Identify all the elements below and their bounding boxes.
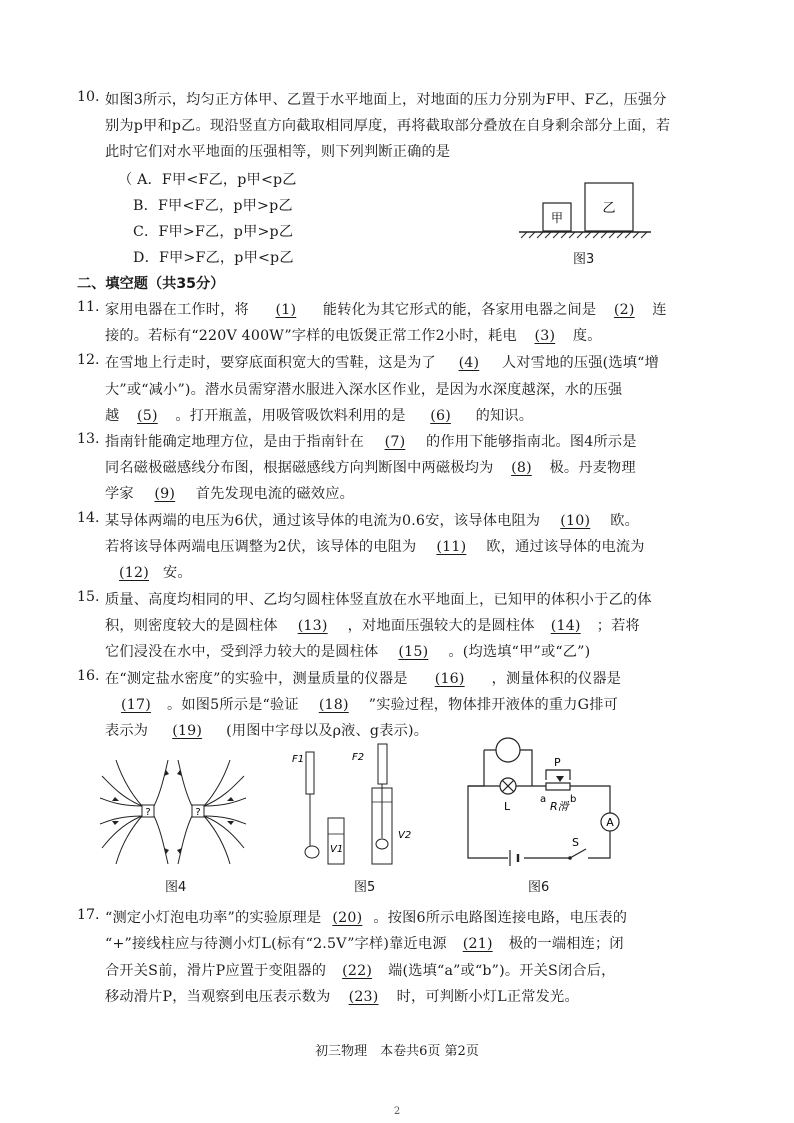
option-d: D．F甲>F乙，p甲<p乙: [133, 250, 294, 266]
label-a: a: [540, 794, 547, 805]
blank-15[interactable]: (15): [398, 644, 429, 660]
switch-icon: [570, 849, 586, 858]
circuit-wires: [468, 750, 610, 858]
question-13-line-3: 学家 (9) 首先发现电流的磁效应。: [105, 486, 355, 502]
question-17-line-4: 移动滑片P，当观察到电压表示数为 (23) 时，可判断小灯L正常发光。: [105, 989, 579, 1005]
question-number: 10.: [77, 89, 100, 105]
blank-22[interactable]: (22): [342, 963, 373, 979]
question-number: 12.: [77, 352, 100, 368]
section-title: 二、填空题（共35分）: [77, 276, 225, 292]
cylinder-1: [328, 818, 344, 864]
field-lines: [100, 760, 246, 864]
question-16-line-3: 表示为 (19) (用图中字母以及ρ液、g表示)。: [105, 723, 429, 739]
question-16-line-1: 在“测定盐水密度”的实验中，测量质量的仪器是 (16) ，测量体积的仪器是: [105, 671, 622, 687]
blank-7[interactable]: (7): [384, 434, 406, 450]
blank-19[interactable]: (19): [172, 723, 203, 739]
blank-18[interactable]: (18): [318, 697, 349, 713]
figure-5-caption: 图5: [354, 880, 376, 895]
figure-4-magnetic-field: [98, 758, 248, 868]
rheostat-icon: [546, 783, 570, 790]
magnet-right-mark: ?: [195, 807, 201, 818]
blank-20[interactable]: (20): [332, 910, 363, 926]
label-A: A: [606, 816, 614, 829]
voltmeter-icon: [496, 738, 520, 762]
question-12-line-3: 越 (5) 。打开瓶盖，用吸管吸饮料利用的是 (6) 的知识。: [105, 408, 534, 424]
object-1: [305, 846, 319, 858]
cube-yi-label: 乙: [602, 201, 616, 216]
cube-jia-label: 甲: [550, 211, 564, 225]
label-b: b: [570, 794, 577, 805]
question-16-line-2: (17) 。如图5所示是“验证 (18) ”实验过程，物体排开液体的重力G排可: [105, 694, 618, 714]
blank-4[interactable]: (4): [458, 355, 480, 371]
question-number: 17.: [77, 907, 100, 923]
question-15-line-3: 它们浸没在水中，受到浮力较大的是圆柱体 (15) 。(均选填“甲”或“乙”): [105, 644, 591, 660]
page-footer: 初三物理 本卷共6页 第2页: [315, 1044, 479, 1059]
figure-6-caption: 图6: [528, 880, 550, 895]
magnet-left-mark: ?: [145, 807, 151, 818]
question-17-line-3: 合开关S前，滑片P应置于变阻器的 (22) 端(选填“a”或“b”)。开关S闭合后，: [105, 963, 616, 979]
object-2: [376, 839, 388, 849]
label-S: S: [572, 836, 579, 849]
question-17-line-2: “+”接线柱应与待测小灯L(标有“2.5V”字样)靠近电源 (21) 极的一端相连；闭: [105, 936, 624, 952]
label-L: L: [504, 800, 511, 813]
figure-5-buoyancy: [290, 742, 440, 870]
blank-23[interactable]: (23): [348, 989, 379, 1005]
spring-scale-2: [378, 744, 387, 784]
question-14-line-3: (12) 安。: [105, 562, 192, 582]
blank-6[interactable]: (6): [430, 408, 451, 424]
option-c: C．F甲>F乙，p甲>p乙: [133, 224, 294, 240]
question-10-line-3: 此时它们对水平地面的压强相等，则下列判断正确的是: [105, 144, 451, 160]
question-13-line-1: 指南针能确定地理方位，是由于指南针在 (7) 的作用下能够指南北。图4所示是: [105, 434, 637, 450]
label-f1: F1: [292, 754, 305, 765]
label-R: R滑: [550, 800, 569, 813]
blank-14[interactable]: (14): [550, 618, 581, 634]
field-arrows: [112, 770, 234, 854]
question-10-line-2: 别为p甲和p乙。现沿竖直方向截取相同厚度，再将截取部分叠放在自身剩余部分上面，若: [105, 118, 671, 134]
blank-13[interactable]: (13): [297, 618, 328, 634]
question-number: 13.: [77, 431, 100, 447]
blank-21[interactable]: (21): [462, 936, 493, 952]
figure-4-caption: 图4: [165, 880, 187, 895]
label-P: P: [554, 756, 561, 769]
blank-16[interactable]: (16): [434, 671, 465, 687]
blank-5[interactable]: (5): [137, 408, 158, 424]
blank-8[interactable]: (8): [511, 460, 532, 476]
question-number: 15.: [77, 589, 100, 605]
question-11-line-2: 接的。若标有“220V 400W”字样的电饭煲正常工作2小时，耗电 (3) 度。: [105, 328, 602, 344]
question-10-line-1: 如图3所示，均匀正方体甲、乙置于水平地面上，对地面的压力分别为F甲、F乙，压强分: [105, 92, 667, 108]
label-f2: F2: [352, 752, 365, 763]
question-number: 16.: [77, 668, 100, 684]
blank-2[interactable]: (2): [613, 302, 635, 318]
blank-10[interactable]: (10): [560, 513, 591, 529]
blank-11[interactable]: (11): [436, 539, 467, 555]
label-v2: V2: [398, 830, 412, 841]
blank-3[interactable]: (3): [534, 328, 556, 344]
option-b: B．F甲<F乙，p甲>p乙: [133, 198, 293, 214]
question-11-line-1: 家用电器在工作时，将 (1) 能转化为其它形式的能，各家用电器之间是 (2) 连: [105, 302, 667, 318]
blank-12[interactable]: (12): [119, 565, 149, 581]
question-17-line-1: “测定小灯泡电功率”的实验原理是 (20) 。按图6所示电路图连接电路，电压表的: [105, 910, 628, 926]
label-v1: V1: [330, 844, 344, 855]
question-number: 14.: [77, 510, 100, 526]
blank-17[interactable]: (17): [121, 697, 151, 713]
blank-9[interactable]: (9): [154, 486, 176, 502]
question-12-line-2: 大”或“减小”)。潜水员需穿潜水服进入深水区作业，是因为水深度越深，水的压强: [105, 382, 623, 398]
ground-hatching: [521, 232, 647, 238]
blank-1[interactable]: (1): [275, 302, 297, 318]
question-13-line-2: 同名磁极磁感线分布图，根据磁感线方向判断图中两磁极均为 (8) 极。丹麦物理: [105, 460, 636, 476]
question-number: 11.: [77, 299, 100, 315]
spring-scale-1: [306, 752, 314, 794]
page-number: 2: [393, 1106, 401, 1117]
question-12-line-1: 在雪地上行走时，要穿底面积宽大的雪鞋，这是为了 (4) 人对雪地的压强(选填“增: [105, 355, 659, 371]
question-14-line-1: 某导体两端的电压为6伏，通过该导体的电流为0.6安，该导体电阻为 (10) 欧。: [105, 513, 640, 529]
option-a: （ A．F甲<F乙，p甲<p乙: [118, 172, 297, 188]
figure-6-circuit: [460, 730, 640, 870]
question-14-line-2: 若将该导体两端电压调整为2伏，该导体的电阻为 (11) 欧，通过该导体的电流为: [105, 539, 645, 555]
slider-arrow: [556, 776, 564, 782]
figure-3-caption: 图3: [573, 252, 595, 267]
question-15-line-2: 积，则密度较大的是圆柱体 (13) ，对地面压强较大的是圆柱体 (14) ；若将: [105, 618, 640, 634]
question-15-line-1: 质量、高度均相同的甲、乙均匀圆柱体竖直放在水平地面上，已知甲的体积小于乙的体: [105, 592, 652, 608]
